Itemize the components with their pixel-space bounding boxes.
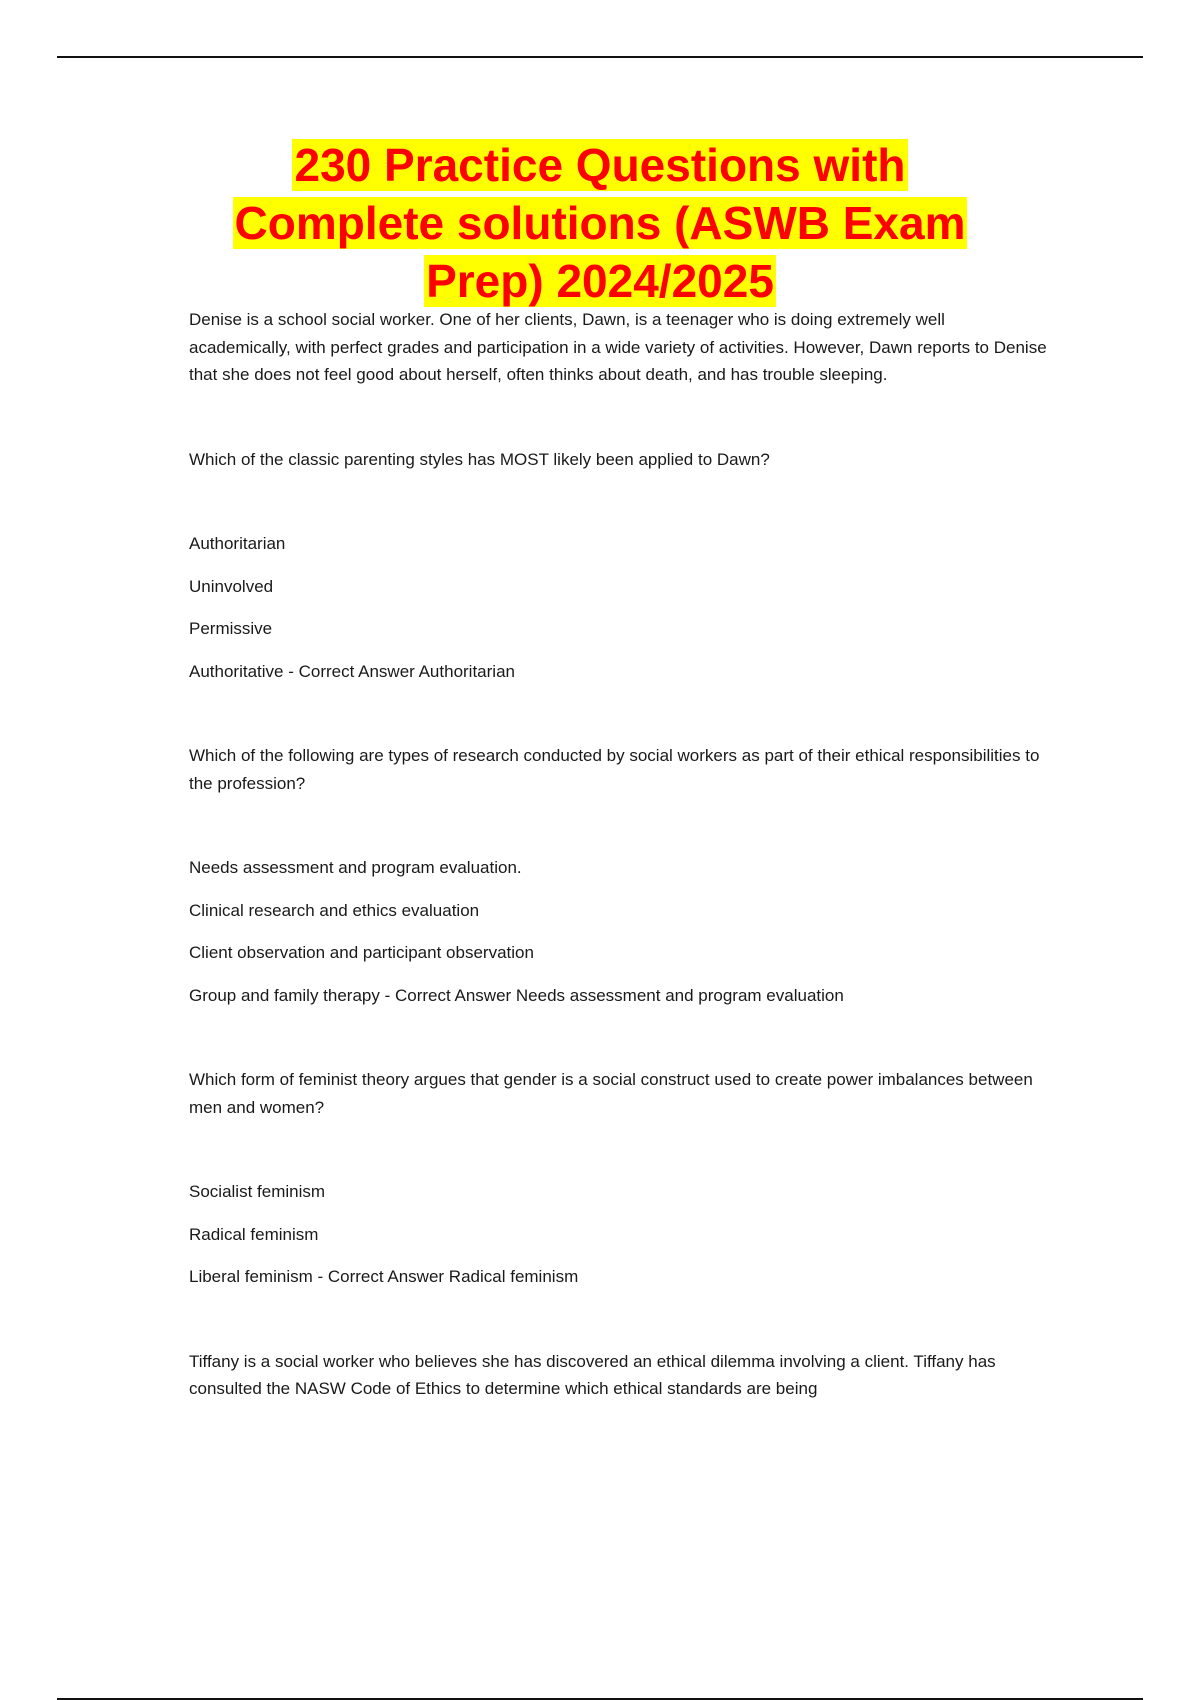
q3-option-2: Radical feminism [189, 1224, 319, 1244]
q2-question: Which of the following are types of research conducted by social workers as part of their ethical responsibilities to the profession? [189, 746, 1040, 793]
title-line-1: 230 Practice Questions with [294, 139, 906, 191]
q1-option-2: Uninvolved [189, 576, 274, 596]
q3-option-3-answer: Liberal feminism - Correct Answer Radical feminism [189, 1267, 579, 1286]
q4-scenario: Tiffany is a social worker who believes she has discovered an ethical dilemma involving a client. Tiffany has consulted the NASW Code of Ethics to determine which ethical standards are being [189, 1351, 996, 1398]
q1-option-3: Permissive [189, 619, 273, 638]
q2-option-4-answer: Group and family therapy - Correct Answer Needs assessment and program evaluation [189, 985, 844, 1005]
q1-option-4-answer: Authoritative - Correct Answer Authoritarian [189, 661, 515, 681]
title-line-2: Complete solutions (ASWB Exam [234, 197, 966, 249]
q2-option-2: Clinical research and ethics evaluation [189, 900, 480, 920]
q3-options [189, 1178, 1049, 1291]
q1-scenario: Denise is a school social worker. One of her clients, Dawn, is a teenager who is doing extremely well academically, with perfect grades and participation in a wide variety of activities. However, Dawn reports to Denise that she does not feel good about herself, often thinks about death, and has trouble sleeping. [189, 310, 1047, 384]
q2-option-3: Client observation and participant observation [189, 943, 534, 962]
q1-question: Which of the classic parenting styles has MOST likely been applied to Dawn? [189, 449, 770, 469]
q2-option-1: Needs assessment and program evaluation. [189, 858, 522, 877]
document-body [189, 306, 1049, 1403]
document-title [150, 136, 1050, 310]
q1-option-1: Authoritarian [189, 534, 286, 553]
title-line-3: Prep) 2024/2025 [426, 255, 774, 307]
q2-options [189, 854, 1049, 1009]
q3-option-1: Socialist feminism [189, 1182, 326, 1201]
top-rule [57, 56, 1143, 58]
q3-question: Which form of feminist theory argues that gender is a social construct used to create power imbalances between men and women? [189, 1070, 1033, 1117]
q1-options [189, 530, 1049, 685]
